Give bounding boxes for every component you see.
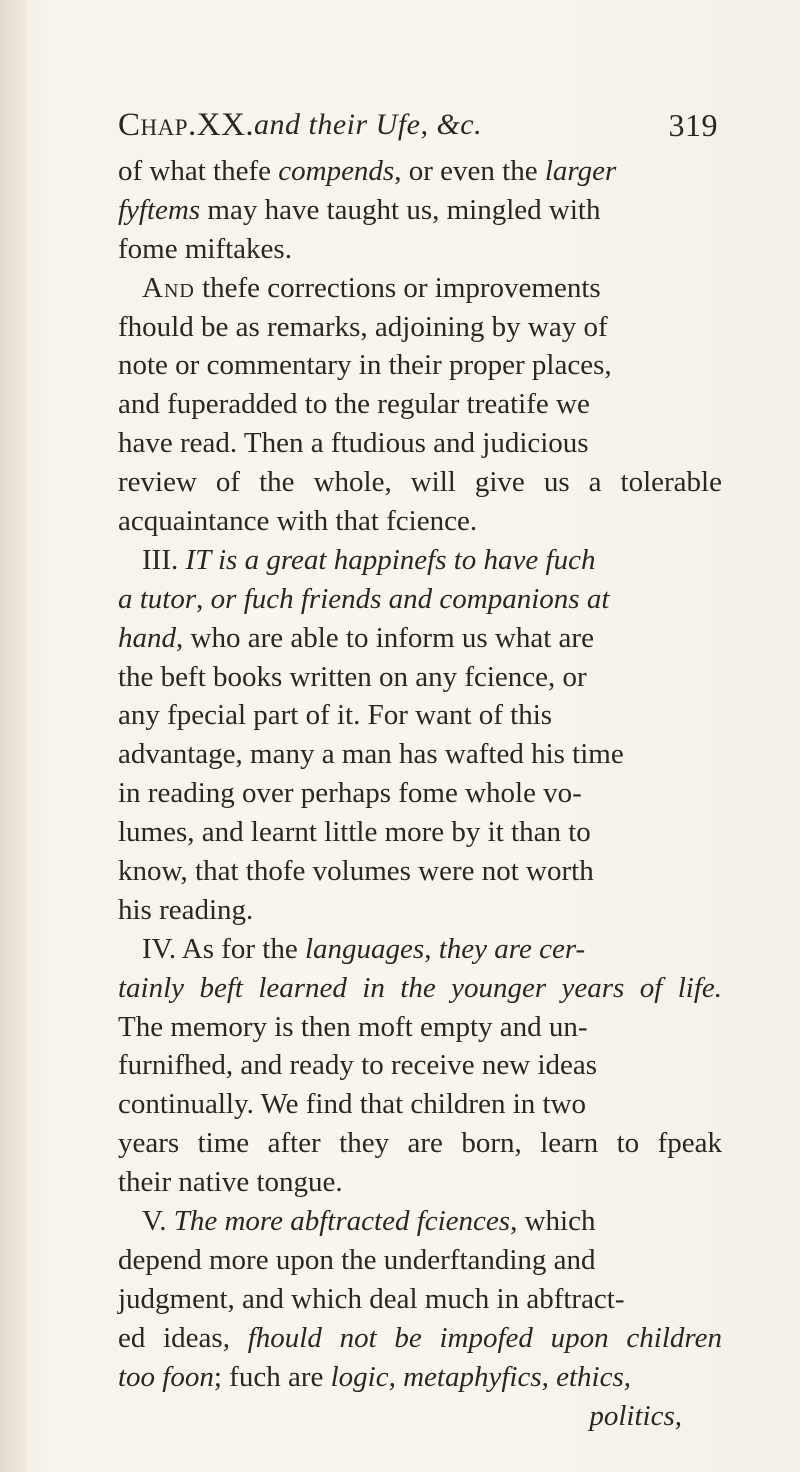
text-line <box>82 463 722 502</box>
text-segment: , which <box>510 1205 596 1238</box>
text-segment: , who are able to inform us what are <box>176 621 594 654</box>
line-inner <box>118 1124 722 1163</box>
text-block <box>82 98 722 1435</box>
italic-text: larger <box>544 155 617 187</box>
text-line <box>82 1124 722 1163</box>
text-segment: fome miftakes. <box>118 232 292 265</box>
italic-text: politics, <box>589 1399 682 1432</box>
text-line <box>82 424 722 463</box>
line-inner <box>118 1046 597 1085</box>
text-segment: III. <box>142 543 186 576</box>
line-inner <box>118 813 591 852</box>
text-segment: judgment, and which deal much in abftract- <box>118 1282 625 1315</box>
line-inner <box>118 385 590 424</box>
line-inner <box>118 891 253 930</box>
line-inner <box>118 1085 586 1124</box>
text-line <box>82 735 722 774</box>
running-header <box>82 98 722 152</box>
text-segment: , <box>196 582 211 615</box>
line-inner <box>142 269 601 308</box>
text-segment: their native tongue. <box>118 1166 343 1199</box>
text-line <box>82 308 722 347</box>
line-inner <box>118 308 608 347</box>
text-segment: continually. We find that children in two <box>118 1088 587 1121</box>
line-inner <box>118 152 616 191</box>
line-inner <box>118 852 594 891</box>
text-segment: and fuperadded to the regular treatife we <box>118 388 590 421</box>
text-line <box>82 930 722 969</box>
line-inner <box>118 463 722 502</box>
text-line <box>82 852 722 891</box>
text-line <box>82 619 722 658</box>
text-segment: the beft books written on any fcience, or <box>118 660 587 693</box>
italic-text: tainly beft learned in the younger years of life. <box>118 971 722 1004</box>
text-line <box>82 774 722 813</box>
text-line <box>82 1280 722 1319</box>
line-inner <box>118 191 600 230</box>
text-line <box>82 1008 722 1047</box>
text-segment: review of the whole, will give us a tolerable <box>118 466 722 499</box>
line-inner <box>118 1241 596 1280</box>
text-line <box>82 658 722 697</box>
line-inner <box>118 1008 588 1047</box>
text-line <box>82 969 722 1008</box>
text-line <box>82 1319 722 1358</box>
line-inner <box>118 580 609 619</box>
italic-text: too foon <box>118 1360 214 1393</box>
text-line <box>82 1085 722 1124</box>
text-segment: lumes, and learnt little more by it than to <box>118 816 591 849</box>
text-line <box>82 1046 722 1085</box>
running-title: and their Ufe, &c. <box>254 108 483 141</box>
line-inner <box>118 1319 722 1358</box>
text-segment: note or commentary in their proper places, <box>118 349 612 382</box>
italic-text: or fuch friends and companions at <box>210 582 610 615</box>
line-inner <box>118 735 624 774</box>
italic-text: logic, metaphyfics, ethics, <box>330 1360 632 1393</box>
text-segment: acquaintance with that fcience. <box>118 505 478 538</box>
text-line <box>82 813 722 852</box>
text-segment: any fpecial part of it. For want of this <box>118 699 553 732</box>
text-line <box>82 891 722 930</box>
italic-text: compends <box>278 155 395 187</box>
text-line <box>82 346 722 385</box>
chapter-label: Chap.XX. <box>118 107 255 143</box>
text-line <box>82 1241 722 1280</box>
small-caps-text: And <box>142 271 195 304</box>
italic-text: fhould not be impofed upon children <box>247 1321 722 1354</box>
line-inner <box>142 541 595 580</box>
text-segment: in reading over perhaps fome whole vo- <box>118 777 582 810</box>
text-segment: years time after they are born, learn to fpeak <box>118 1127 722 1160</box>
line-inner <box>118 424 589 463</box>
text-line <box>82 1163 722 1202</box>
italic-text: languages, they are cer- <box>304 932 586 965</box>
line-inner <box>118 969 722 1008</box>
page-number: 319 <box>668 107 718 143</box>
text-line <box>82 541 722 580</box>
catchword-line <box>82 1397 722 1436</box>
text-segment: ; fuch are <box>213 1360 331 1393</box>
text-line <box>82 1358 722 1397</box>
text-line <box>82 269 722 308</box>
page-gutter <box>0 0 26 1472</box>
text-segment: fhould be as remarks, adjoining by way of <box>118 310 608 343</box>
text-segment: advantage, many a man has wafted his time <box>118 738 624 771</box>
text-line <box>82 696 722 735</box>
line-inner <box>118 346 612 385</box>
text-line <box>82 230 722 269</box>
text-segment: his reading. <box>118 893 254 926</box>
text-segment: IV. As for the <box>142 932 305 965</box>
line-inner <box>118 1280 625 1319</box>
text-segment: V. <box>142 1205 174 1238</box>
line-inner <box>142 930 585 969</box>
text-segment: thefe corrections or improvements <box>194 271 601 304</box>
line-inner <box>118 696 552 735</box>
text-segment: The memory is then moft empty and un- <box>118 1010 588 1043</box>
line-inner <box>118 774 582 813</box>
line-inner <box>589 1397 682 1436</box>
line-inner <box>142 1202 595 1241</box>
text-segment: depend more upon the underftanding and <box>118 1243 596 1276</box>
line-inner <box>118 619 594 658</box>
italic-text: hand <box>118 621 176 654</box>
text-segment: , or even the <box>394 155 545 187</box>
text-segment: of what thefe <box>118 155 279 187</box>
line-inner <box>118 1163 343 1202</box>
text-line <box>82 580 722 619</box>
line-inner <box>118 1358 631 1397</box>
text-segment: know, that thofe volumes were not worth <box>118 855 594 888</box>
text-segment: have read. Then a ftudious and judicious <box>118 427 589 460</box>
italic-text: The more abftracted fciences <box>173 1205 511 1238</box>
italic-text: fyftems <box>118 193 201 226</box>
line-inner <box>118 230 292 269</box>
text-segment: may have taught us, mingled with <box>200 193 601 226</box>
text-line <box>82 152 722 191</box>
italic-text: IT is a great happinefs to have fuch <box>185 543 596 576</box>
text-segment: ed ideas, <box>118 1321 248 1354</box>
text-segment: furnifhed, and ready to receive new ideas <box>118 1049 598 1082</box>
text-line <box>82 191 722 230</box>
text-line <box>82 385 722 424</box>
text-line <box>82 502 722 541</box>
line-inner <box>118 658 587 697</box>
line-inner <box>118 502 477 541</box>
text-line <box>82 1202 722 1241</box>
italic-text: a tutor <box>118 582 197 615</box>
body-text <box>82 152 722 1435</box>
